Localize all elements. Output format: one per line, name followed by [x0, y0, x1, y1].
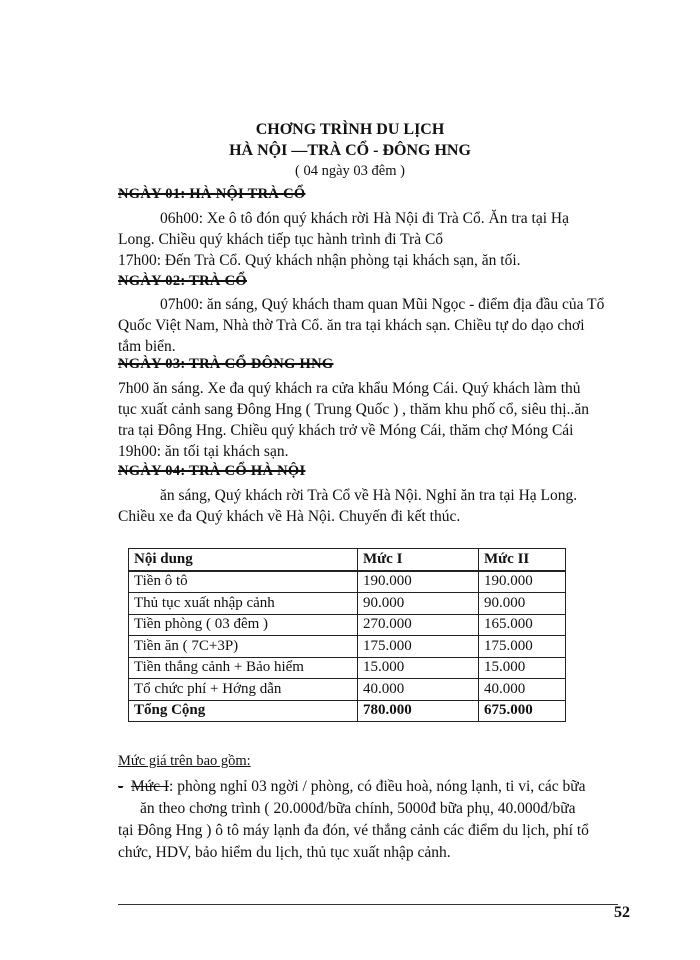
day-4-line-2: Chiều xe đa Quý khách về Hà Nội. Chuyến đi kết thúc. [118, 508, 461, 525]
table-cell: 175.000 [358, 636, 479, 658]
day-4-header: NGÀY 04: TRÀ CỔ HÀ NỘI [118, 463, 306, 479]
table-row [129, 593, 566, 615]
table-cell: Tiền phòng ( 03 đêm ) [129, 614, 358, 636]
day-2-header: NGÀY 02: TRÀ CỔ [118, 273, 247, 289]
table-cell: Thủ tục xuất nhập cảnh [129, 593, 358, 615]
day-3-line-4: 19h00: ăn tối tại khách sạn. [118, 443, 289, 460]
price-table [128, 548, 566, 722]
table-cell: 40.000 [479, 679, 566, 701]
table-cell: 780.000 [358, 700, 479, 722]
footer-divider [118, 904, 618, 905]
table-header-row [129, 549, 566, 571]
route-title: HÀ NỘI —TRÀ CỔ - ĐÔNG HNG [229, 142, 471, 159]
day-1-line-2: Long. Chiều quý khách tiếp tục hành trình đi Trà Cổ [118, 231, 444, 248]
table-cell: 270.000 [358, 614, 479, 636]
table-cell: 175.000 [479, 636, 566, 658]
table-cell: Tiền ăn ( 7C+3P) [129, 636, 358, 658]
bullet-dash: - [118, 778, 124, 795]
table-row [129, 679, 566, 701]
includes-line-4: chức, HDV, bảo hiểm du lịch, thủ tục xuất nhập cảnh. [118, 844, 451, 861]
table-cell: 90.000 [479, 593, 566, 615]
table-header-cell: Mức II [479, 549, 566, 571]
table-row [129, 657, 566, 679]
table-row [129, 636, 566, 658]
table-cell: 15.000 [358, 657, 479, 679]
table-cell: 40.000 [358, 679, 479, 701]
table-cell: 190.000 [358, 571, 479, 593]
day-3-header: NGÀY 03: TRÀ CỔ ĐÔNG HNG [118, 356, 334, 372]
table-row [129, 614, 566, 636]
day-2-line-1: 07h00: ăn sáng, Quý khách tham quan Mũi Ngọc - điểm địa đầu của Tổ [160, 296, 605, 313]
table-cell: Tiền ô tô [129, 571, 358, 593]
page-number: 52 [614, 904, 630, 921]
table-cell: 165.000 [479, 614, 566, 636]
level-label: Mức I [130, 778, 170, 795]
table-cell: 675.000 [479, 700, 566, 722]
table-cell: 15.000 [479, 657, 566, 679]
includes-line-2: ăn theo chơng trình ( 20.000đ/bữa chính, 5000đ bữa phụ, 40.000đ/bữa [140, 800, 576, 817]
table-cell: Tiền thắng cảnh + Bảo hiểm [129, 657, 358, 679]
table-cell: 190.000 [479, 571, 566, 593]
includes-line-1 [118, 776, 586, 798]
table-total-row [129, 700, 566, 722]
day-1-line-1: 06h00: Xe ô tô đón quý khách rời Hà Nội đi Trà Cổ. Ăn tra tại Hạ [160, 210, 569, 227]
day-4-line-1: ăn sáng, Quý khách rời Trà Cổ về Hà Nội. Nghỉ ăn tra tại Hạ Long. [160, 487, 578, 504]
day-3-line-1: 7h00 ăn sáng. Xe đa quý khách ra cửa khẩu Móng Cái. Quý khách làm thủ [118, 380, 581, 397]
includes-line-1-text: : phòng nghỉ 03 ngời / phòng, có điều hoà, nóng lạnh, ti vi, các bữa [169, 778, 586, 795]
table-cell: Tổng Cộng [129, 700, 358, 722]
day-3-line-2: tục xuất cảnh sang Đông Hng ( Trung Quốc ) , thăm khu phố cổ, siêu thị..ăn [118, 401, 589, 418]
day-2-line-3: tắm biển. [118, 338, 176, 355]
table-cell: Tổ chức phí + Hớng dẫn [129, 679, 358, 701]
program-title: CHƠNG TRÌNH DU LỊCH [255, 121, 445, 138]
table-row [129, 571, 566, 593]
day-1-line-3: 17h00: Đến Trà Cổ. Quý khách nhận phòng tại khách sạn, ăn tối. [118, 252, 521, 269]
duration-subtitle: ( 04 ngày 03 đêm ) [295, 163, 405, 179]
day-3-line-3: tra tại Đông Hng. Chiều quý khách trở về Móng Cái, thăm chợ Móng Cái [118, 422, 574, 439]
table-cell: 90.000 [358, 593, 479, 615]
includes-title: Mức giá trên bao gồm: [118, 753, 251, 769]
day-2-line-2: Quốc Việt Nam, Nhà thờ Trà Cổ. ăn tra tại khách sạn. Chiều tự do dạo chơi [118, 317, 585, 334]
table-header-cell: Nội dung [129, 549, 358, 571]
includes-line-3: tại Đông Hng ) ô tô máy lạnh đa đón, vé thắng cảnh các điểm du lịch, phí tổ [118, 822, 589, 839]
table-header-cell: Mức I [358, 549, 479, 571]
day-1-header: NGÀY 01: HÀ NỘI TRÀ CỔ [118, 186, 306, 202]
